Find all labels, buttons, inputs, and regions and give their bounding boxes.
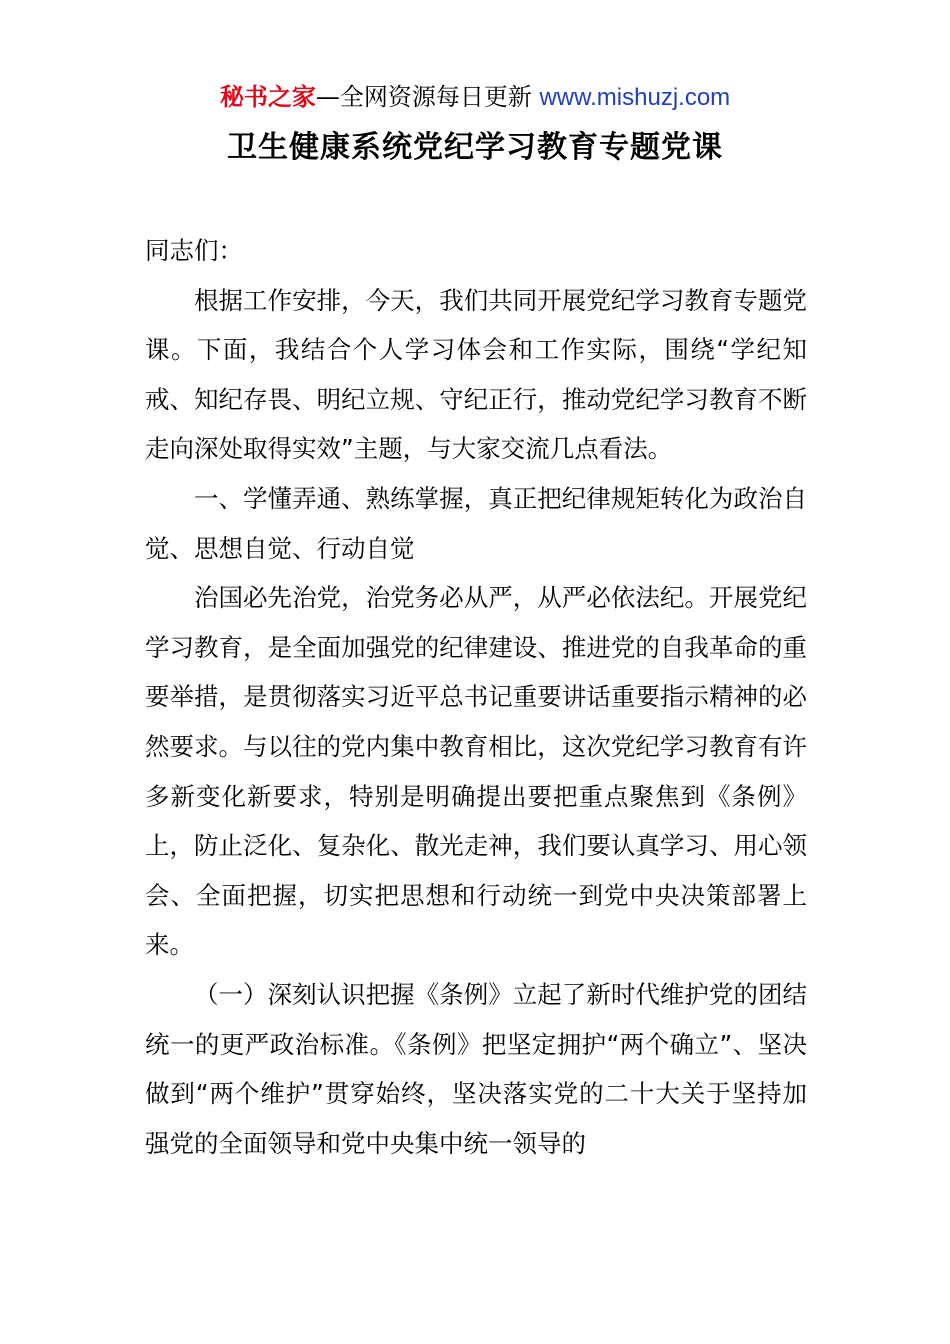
banner-tagline: —全网资源每日更新 [315,83,540,111]
document-title: 卫生健康系统党纪学习教育专题党课 [227,130,723,165]
document-body [145,226,807,1168]
section-heading-1: 一、学懂弄通、熟练掌握，真正把纪律规矩转化为政治自觉、思想自觉、行动自觉 [145,483,807,563]
site-url[interactable]: www.mishuzj.com [539,84,731,111]
intro-paragraph: 根据工作安排，今天，我们共同开展党纪学习教育专题党课。下面，我结合个人学习体会和工作实际，围绕“学纪知戒、知纪存畏、明纪立规、守纪正行，推动党纪学习教育不断走向深处取得实效”主题，与大家交流几点看法。 [145,285,807,464]
body-paragraph: 治国必先治党，治党务必从严，从严必依法纪。开展党纪学习教育，是全面加强党的纪律建设、推进党的自我革命的重要举措，是贯彻落实习近平总书记重要讲话重要指示精神的必然要求。与以往的党内集中教育相比，这次党纪学习教育有许多新变化新要求，特别是明确提出要把重点聚焦到《条例》上，防止泛化、复杂化、散光走神，我们要认真学习、用心领会、全面把握，切实把思想和行动统一到党中央决策部署上来。 [145,583,807,960]
subsection-paragraph: （一）深刻认识把握《条例》立起了新时代维护党的团结统一的更严政治标准。《条例》把坚定拥护“两个确立”、坚决做到“两个维护”贯穿始终，坚决落实党的二十大关于坚持加强党的全面领导和党中央集中统一领导的 [145,979,807,1158]
site-banner [0,80,950,115]
brand-name: 秘书之家 [219,83,316,111]
salutation: 同志们： [145,236,243,265]
